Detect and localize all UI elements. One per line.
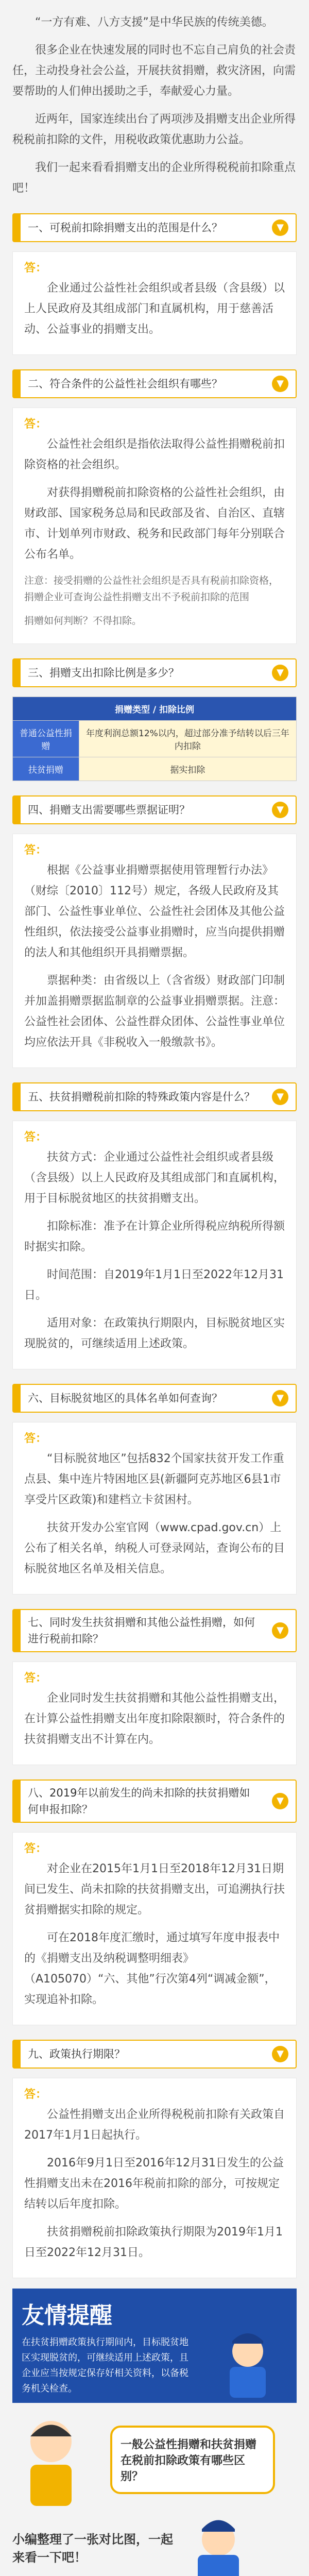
answer-9-card [12,2078,297,2278]
answer-2-text-2: 对获得捐赠税前扣除资格的公益性社会组织，由财政部、国家税务总局和民政部及省、自治区、直辖市、计划单列市财政、税务和民政部门每年分别联合公布名单。 [24,486,285,561]
question-tag [13,1083,21,1110]
question-7-title: 七、同时发生扶贫捐赠和其他公益性捐赠，如何进行税前扣除？ [28,1616,255,1645]
banner-subtitle: 在扶贫捐赠政策执行期间内，目标脱贫地区实现脱贫的，可继续适用上述政策，且企业应当按规定保存好相关资料，以备税务机关检查。 [22,2337,188,2394]
question-5-bar [12,1082,297,1111]
question-4-title: 四、捐赠支出需要哪些票据证明？ [28,804,190,816]
answer-7-card [12,1662,297,1765]
chevron-down-icon: ▼ [272,1089,288,1105]
question-tag [13,370,21,397]
table-row-ratio: 据实扣除 [79,757,296,781]
answer-label: 答： [24,1672,47,1685]
answer-6-text-2: 扶贫开发办公室官网（www.cpad.gov.cn）上公布了相关名单，纳税人可登录网站，查询公布的目标脱贫地区名单及相关信息。 [24,1521,285,1575]
question-7-bar [12,1609,297,1652]
chevron-down-icon: ▼ [272,376,288,392]
question-bubble: 一般公益性捐赠和扶贫捐赠在税前扣除政策有哪些区别？ [110,2426,275,2494]
answer-8-card [12,1832,297,2025]
chevron-down-icon: ▼ [272,1390,288,1406]
answer-label: 答： [24,1432,47,1445]
answer-2-note: 注意：接受捐赠的公益性社会组织是否具有税前扣除资格，捐赠企业可查询公益性捐赠支出不予税前扣除的范围 [24,575,279,603]
answer-label: 答： [24,262,47,275]
answer-2-text-1: 公益性社会组织是指依法取得公益性捐赠税前扣除资格的社会组织。 [24,438,285,471]
cartoon-question-section [12,2413,297,2506]
answer-8-text-1: 对企业在2015年1月1日至2018年12月31日期间已发生、尚未扣除的扶贫捐赠支出，可追溯执行扶贫捐赠据实扣除的规定。 [24,1862,285,1917]
answer-6-text-1: “目标脱贫地区”包括832个国家扶贫开发工作重点县、集中连片特困地区县(新疆阿克苏地区6县1市享受片区政策)和建档立卡贫困村。 [24,1452,284,1506]
question-9-bar [12,2040,297,2069]
answer-7-text: 企业同时发生扶贫捐赠和其他公益性捐赠支出，在计算公益性捐赠支出年度扣除限额时，符合条件的扶贫捐赠支出不计算在内。 [24,1692,285,1746]
question-1-bar [12,213,297,242]
question-2-title: 二、符合条件的公益性社会组织有哪些？ [28,378,222,390]
answer-2-note-2: 捐赠如何判断？不得扣除。 [24,615,142,626]
thinking-person-icon [12,2413,90,2506]
chevron-down-icon: ▼ [272,1622,288,1639]
answer-label: 答： [24,418,47,431]
answer-6-card [12,1422,297,1595]
answer-5-text-3: 时间范围：自2019年1月1日至2022年12月31日。 [24,1268,284,1302]
deduction-table-header: 捐赠类型 / 扣除比例 [13,697,297,721]
answer-4-text-1: 根据《公益事业捐赠票据使用管理暂行办法》（财综〔2010〕112号）规定，各级人民政府及其部门、公益性事业单位、公益性社会团体及其他公益性组织，依法接受公益事业捐赠时，应当向提供捐赠的法人和其他组织开具捐赠票据。 [24,864,285,959]
intro-paragraph-3: 近两年，国家连续出台了两项涉及捐赠支出企业所得税税前扣除的文件，用税收政策优惠助力公益。 [12,113,296,146]
question-tag [13,796,21,823]
answer-2-card [12,408,297,644]
question-4-bar [12,795,297,824]
answer-4-text-2: 票据种类：由省级以上（含省级）财政部门印制并加盖捐赠票据监制章的公益事业捐赠票据。注意：公益性社会团体、公益性群众团体、公益性事业单位均应依法开具《非税收入一般缴款书》。 [24,974,285,1049]
answer-label: 答： [24,2088,47,2101]
chevron-down-icon: ▼ [272,1793,288,1809]
chevron-down-icon: ▼ [272,219,288,236]
question-1-title: 一、可税前扣除捐赠支出的范围是什么？ [28,222,222,234]
chevron-down-icon: ▼ [272,802,288,818]
answer-1-text: 企业通过公益性社会组织或者县级（含县级）以上人民政府及其组成部门和直属机构，用于慈善活动、公益事业的捐赠支出。 [24,282,285,336]
intro-paragraph-2: 很多企业在快速发展的同时也不忘自己肩负的社会责任，主动投身社会公益，开展扶贫捐赠，救灾济困，向需要帮助的人们伸出援助之手，奉献爱心力量。 [12,44,296,98]
question-3-title: 三、捐赠支出扣除比例是多少？ [28,667,179,679]
table-row-ratio: 年度利润总额12%以内，超过部分准予结转以后三年内扣除 [79,721,296,757]
answer-9-text-1: 公益性捐赠支出企业所得税税前扣除有关政策自2017年1月1日起执行。 [24,2108,285,2142]
question-tag [13,2041,21,2067]
answer-label: 答： [24,1131,47,1144]
answer-9-text-2: 2016年9月1日至2016年12月31日发生的公益性捐赠支出未在2016年税前扣除的部分，可按规定结转以后年度扣除。 [24,2157,284,2211]
answer-label: 答： [24,1842,47,1855]
chevron-down-icon: ▼ [272,665,288,681]
question-tag [13,1610,21,1651]
friendly-reminder-banner [12,2289,297,2403]
table-row-type: 扶贫捐赠 [13,757,79,781]
answer-1-card [12,251,297,355]
answer-5-text-1: 扶贫方式：企业通过公益性社会组织或者县级（含县级）以上人民政府及其组成部门和直属机构，用于目标脱贫地区的扶贫捐赠支出。 [24,1151,285,1205]
answer-9-text-3: 扶贫捐赠税前扣除政策执行期限为2019年1月1日至2022年12月31日。 [24,2226,283,2259]
comparison-hint-text: 小编整理了一张对比图，一起来看一下吧！ [12,2532,173,2565]
deduction-ratio-table [12,697,297,781]
chevron-down-icon: ▼ [272,2046,288,2062]
intro-paragraph-1: “一方有难、八方支援”是中华民族的传统美德。 [35,16,273,29]
answer-5-text-2: 扣除标准：准予在计算企业所得税应纳税所得额时据实扣除。 [24,1220,285,1253]
tax-officer-illustration-icon [209,2320,286,2398]
question-tag [13,659,21,686]
question-2-bar [12,369,297,398]
answer-4-card [12,834,297,1068]
question-8-title: 八、2019年以前发生的尚未扣除的扶贫捐赠如何申报扣除？ [28,1787,250,1816]
cartoon-hint-section [12,2511,297,2576]
question-6-title: 六、目标脱贫地区的具体名单如何查询？ [28,1392,222,1404]
question-tag [13,214,21,241]
intro-paragraph-4: 我们一起来看看捐赠支出的企业所得税税前扣除重点吧！ [12,161,296,195]
banner-title: 友情提醒 [22,2302,112,2329]
tax-officer-icon [182,2511,254,2576]
answer-8-text-2: 可在2018年度汇缴时，通过填写年度申报表中的《捐赠支出及纳税调整明细表》（A105070）“六、其他”行次第4列“调减金额”，实现追补扣除。 [24,1931,280,2006]
question-8-bar [12,1780,297,1823]
answer-5-card [12,1121,297,1369]
table-row-type: 普通公益性捐赠 [13,721,79,757]
question-tag [13,1781,21,1822]
answer-5-text-4: 适用对象：在政策执行期限内，目标脱贫地区实现脱贫的，可继续适用上述政策。 [24,1317,285,1350]
question-3-bar [12,658,297,687]
question-5-title: 五、扶贫捐赠税前扣除的特殊政策内容是什么？ [28,1091,255,1103]
question-6-bar [12,1384,297,1413]
question-tag [13,1385,21,1412]
answer-label: 答： [24,844,47,857]
question-9-title: 九、政策执行期限？ [28,2048,125,2060]
